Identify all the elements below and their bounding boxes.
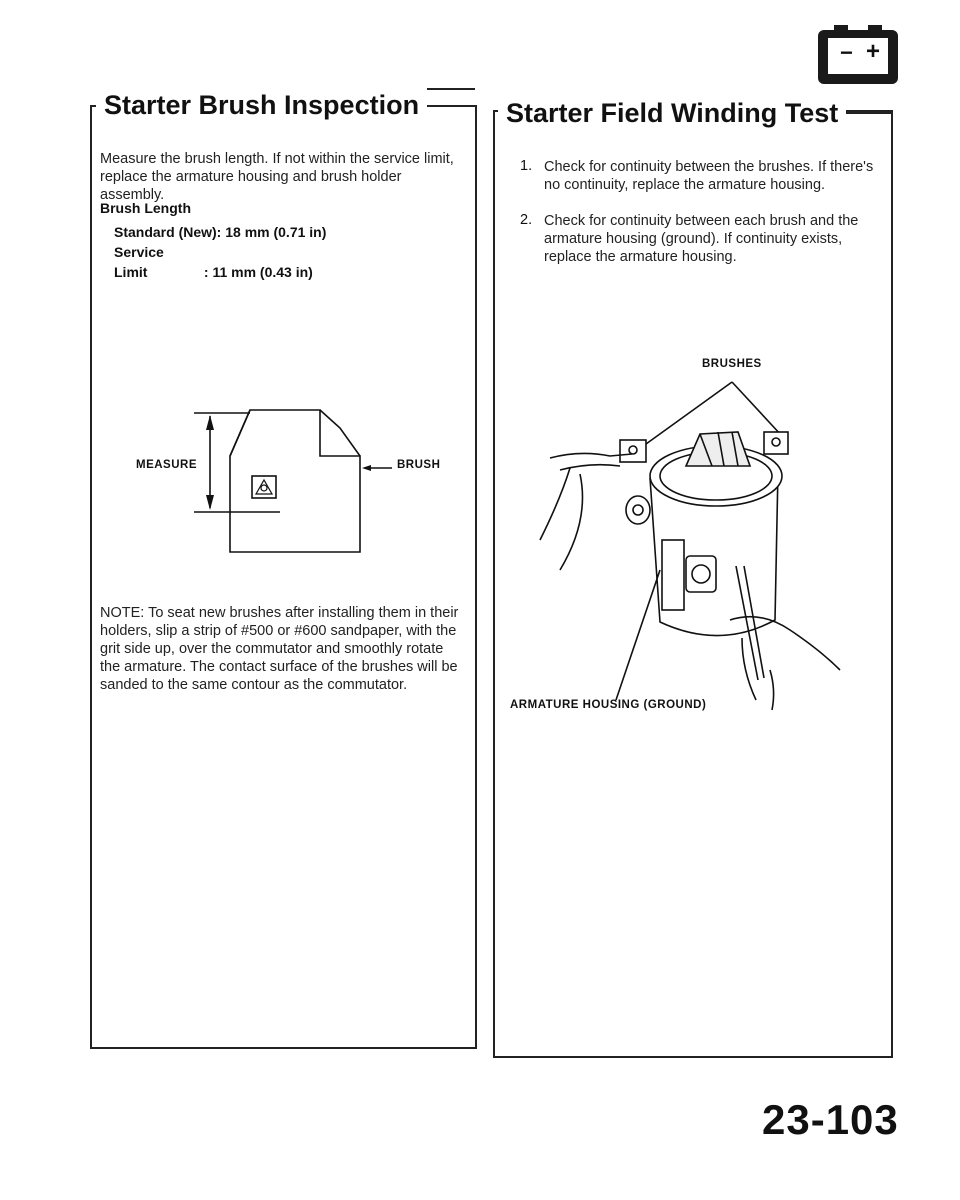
brush-label: BRUSH [397,459,441,471]
service-limit-label: Service Limit [114,244,164,280]
left-intro-text: Measure the brush length. If not within the service limit, replace the armature housing and brush holder assembly. [100,151,454,203]
battery-icon [816,22,900,86]
service-limit-value: : 11 mm (0.43 in) [203,264,313,280]
armature-housing-label: ARMATURE HOUSING (GROUND) [510,699,707,711]
left-section-title: Starter Brush Inspection [96,88,427,122]
battery-minus: − [840,40,853,65]
right-section-title: Starter Field Winding Test [498,96,846,130]
standard-label: Standard (New): [114,224,222,240]
step-1-number: 1. [520,158,533,174]
step-2-text: Check for continuity between each brush and the armature housing (ground). If continuity exists, replace the armature housing. [544,213,859,265]
battery-plus: + [866,38,881,65]
measure-label: MEASURE [136,459,198,471]
brush-measure-figure [190,410,390,555]
standard-value: 18 mm (0.71 in) [225,224,327,240]
armature-housing-figure [520,370,880,710]
step-1-text: Check for continuity between the brushes. If there's no continuity, replace the armature housing. [544,159,874,193]
brushes-label: BRUSHES [702,358,762,370]
step-2-number: 2. [520,212,533,228]
spec-heading: Brush Length [100,200,191,216]
left-note-text: NOTE: To seat new brushes after installing them in their holders, slip a strip of #500 or #600 sandpaper, with the grit side up, over the commutator and smoothly rotate the armature. The contact surface of the brushes will be sanded to the same contour as the commutator. [100,605,459,693]
brush-pointer-arrow [362,465,392,469]
brush-length-spec [100,198,465,282]
page-number: 23-103 [762,1096,899,1143]
